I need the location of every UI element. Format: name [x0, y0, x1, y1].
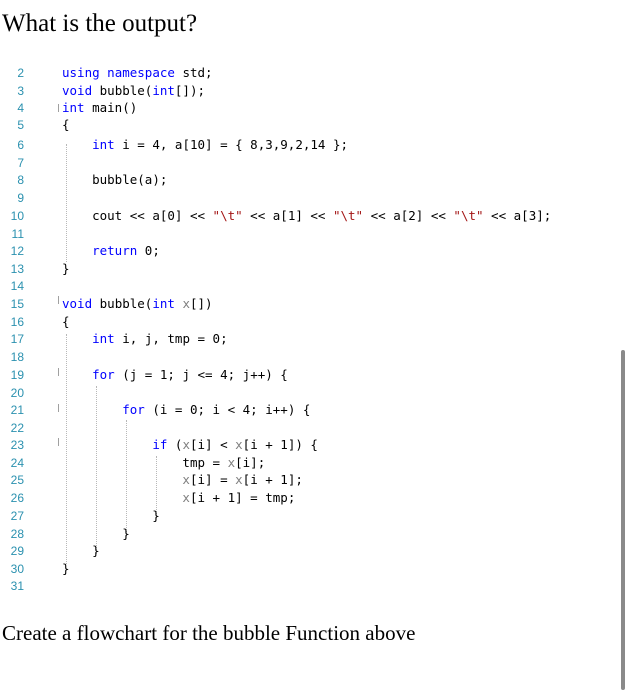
question-heading: What is the output? — [2, 10, 198, 37]
code-text: for (j = 1; j <= 4; j++) { — [92, 367, 288, 382]
code-line — [0, 489, 600, 507]
code-line — [0, 348, 600, 366]
code-line — [0, 542, 600, 560]
line-number: 5 — [17, 118, 24, 132]
line-number: 17 — [10, 332, 24, 346]
code-text: { — [62, 117, 70, 132]
code-line — [0, 99, 600, 117]
code-text: int i, j, tmp = 0; — [92, 331, 228, 346]
code-line — [0, 295, 600, 313]
code-line — [0, 64, 600, 82]
line-number: 8 — [17, 173, 24, 187]
code-text: cout << a[0] << "\t" << a[1] << "\t" << a[2] << "\t" << a[3]; — [92, 208, 552, 223]
line-number: 20 — [10, 386, 24, 400]
code-line — [0, 171, 600, 189]
code-text: bubble(a); — [92, 172, 168, 187]
code-text: tmp = x[i]; — [182, 455, 266, 470]
flowchart-prompt: Create a flowchart for the bubble Function above — [2, 621, 416, 645]
line-number: 14 — [10, 279, 24, 293]
code-text: { — [62, 314, 70, 329]
line-number: 4 — [17, 101, 24, 115]
code-text: return 0; — [92, 243, 160, 258]
code-line — [0, 471, 600, 489]
line-number: 29 — [10, 544, 24, 558]
line-number: 19 — [10, 368, 24, 382]
code-text: } — [62, 561, 70, 576]
code-line — [0, 401, 600, 419]
code-line — [0, 116, 600, 134]
code-line — [0, 560, 600, 578]
line-number: 24 — [10, 456, 24, 470]
line-number: 15 — [10, 297, 24, 311]
code-text: int i = 4, a[10] = { 8,3,9,2,14 }; — [92, 137, 349, 152]
code-line — [0, 436, 600, 454]
code-text: using namespace std; — [62, 65, 213, 80]
code-line — [0, 136, 600, 154]
code-line — [0, 260, 600, 278]
line-number: 3 — [17, 84, 24, 98]
code-line — [0, 242, 600, 260]
code-line — [0, 82, 600, 100]
code-line — [0, 366, 600, 384]
line-number: 31 — [10, 579, 24, 593]
code-text: for (i = 0; i < 4; i++) { — [122, 402, 311, 417]
line-number: 2 — [17, 66, 24, 80]
code-line — [0, 225, 600, 243]
code-line — [0, 454, 600, 472]
line-number: 30 — [10, 562, 24, 576]
line-number: 7 — [17, 156, 24, 170]
code-text: x[i] = x[i + 1]; — [182, 472, 303, 487]
line-number: 26 — [10, 491, 24, 505]
code-line — [0, 330, 600, 348]
line-number: 9 — [17, 191, 24, 205]
line-number: 10 — [10, 209, 24, 223]
line-number: 13 — [10, 262, 24, 276]
code-text: if (x[i] < x[i + 1]) { — [152, 437, 318, 452]
code-text: } — [62, 261, 70, 276]
line-number: 27 — [10, 509, 24, 523]
code-text: void bubble(int[]); — [62, 83, 206, 98]
code-line — [0, 507, 600, 525]
code-line — [0, 189, 600, 207]
line-number: 22 — [10, 421, 24, 435]
code-text: void bubble(int x[]) — [62, 296, 213, 311]
line-number: 11 — [11, 227, 24, 241]
line-number: 6 — [17, 138, 24, 152]
code-line — [0, 525, 600, 543]
code-line — [0, 277, 600, 295]
code-text: } — [62, 508, 160, 523]
line-number: 28 — [10, 527, 24, 541]
line-number: 12 — [10, 244, 24, 258]
code-text: } — [62, 543, 100, 558]
line-number: 23 — [10, 438, 24, 452]
code-line — [0, 207, 600, 225]
line-number: 16 — [10, 315, 24, 329]
code-line — [0, 419, 600, 437]
code-line — [0, 313, 600, 331]
code-line — [0, 384, 600, 402]
line-number: 21 — [10, 403, 24, 417]
code-listing — [0, 64, 632, 594]
code-text: } — [62, 526, 130, 541]
line-number: 25 — [10, 473, 24, 487]
code-text: int main() — [62, 100, 138, 115]
code-line — [0, 577, 600, 595]
code-text: x[i + 1] = tmp; — [182, 490, 296, 505]
line-number: 18 — [10, 350, 24, 364]
vertical-scrollbar[interactable] — [621, 350, 625, 690]
code-line — [0, 154, 600, 172]
